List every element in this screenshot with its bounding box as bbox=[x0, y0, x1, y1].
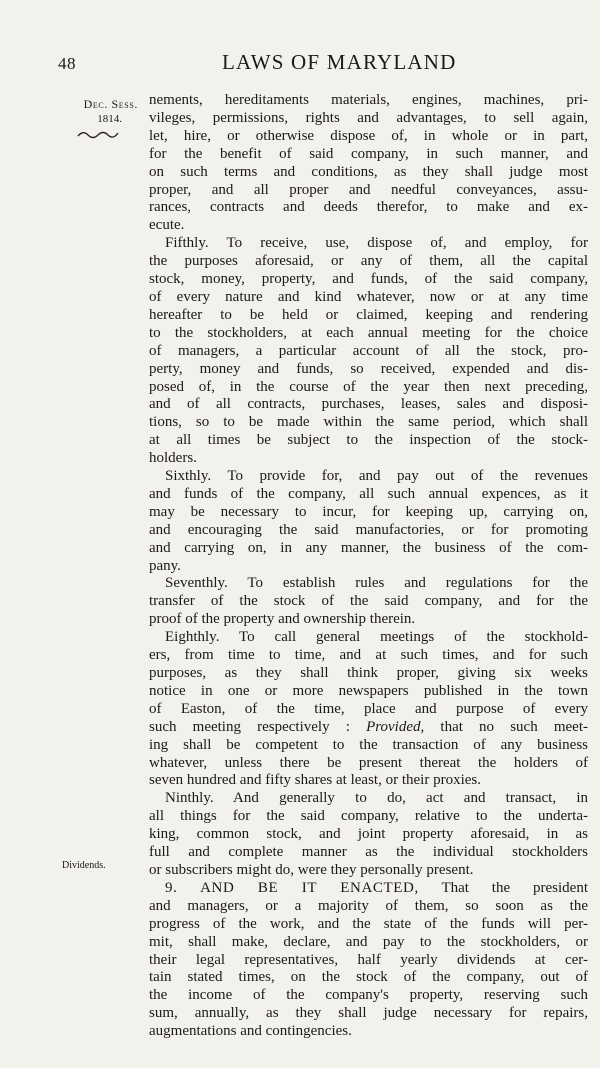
body-text bbox=[149, 92, 588, 1041]
text-line: stock, money, property, and funds, of the said company, bbox=[149, 271, 588, 288]
text-line: pany. bbox=[149, 557, 181, 574]
text-line: all things for the said company, relative to the underta- bbox=[149, 808, 588, 825]
text-line: and funds of the company, all such annual expences, as it bbox=[149, 485, 588, 502]
text-line: ing shall be competent to the transaction of any business bbox=[149, 736, 588, 753]
text-line: let, hire, or otherwise dispose of, in whole or in part, bbox=[149, 127, 588, 144]
text-line: perty, money and funds, so received, expended and dis- bbox=[149, 360, 588, 377]
text-line: tain stated times, on the stock of the company, out of bbox=[149, 969, 588, 986]
text-line: of every nature and kind whatever, now or at any time bbox=[149, 288, 588, 305]
text-line: purposes, as they shall think proper, giving six weeks bbox=[149, 665, 588, 681]
text-line: or subscribers might do, were they personally present. bbox=[149, 861, 474, 878]
text-line-provided bbox=[149, 719, 588, 737]
margin-note-session: Dec. Sess. bbox=[83, 97, 138, 111]
text-line: notice in one or more newspapers published in the town bbox=[149, 682, 588, 699]
text-line: proper, and all proper and needful conveyances, assu- bbox=[149, 181, 588, 198]
text-line: their legal representatives, half yearly dividends at cer- bbox=[149, 951, 588, 968]
text-line: Fifthly. To receive, use, dispose of, and employ, for bbox=[165, 235, 588, 252]
margin-note-dividends: Dividends. bbox=[62, 860, 106, 871]
text-line: full and complete manner as the individual stockholders bbox=[149, 844, 588, 861]
section-9-heading-line bbox=[149, 880, 588, 898]
text-run: That the president bbox=[441, 879, 588, 896]
text-line: holders. bbox=[149, 450, 197, 467]
text-line: Eighthly. To call general meetings of the stockhold- bbox=[165, 629, 588, 646]
text-line: augmentations and contingencies. bbox=[149, 1023, 352, 1040]
text-line: tions, so to be made within the same period, which shall bbox=[149, 414, 588, 431]
running-head: LAWS OF MARYLAND bbox=[222, 50, 457, 74]
text-line: king, common stock, and joint property aforesaid, in as bbox=[149, 826, 588, 843]
text-line: nements, hereditaments materials, engines, machines, pri- bbox=[149, 92, 588, 108]
text-line: the income of the company's property, reserving such bbox=[149, 987, 588, 1004]
text-line: and carrying on, in any manner, the business of the com- bbox=[149, 539, 588, 556]
text-line: hereafter to be held or claimed, keeping and rendering bbox=[149, 306, 588, 323]
text-line: proof of the property and ownership therein. bbox=[149, 611, 416, 628]
text-line: for the benefit of said company, in such manner, and bbox=[149, 145, 588, 162]
text-line: whatever, unless there be present thereat the holders of bbox=[149, 754, 588, 771]
text-line: Sixthly. To provide for, and pay out of the revenues bbox=[165, 468, 588, 485]
text-line: and encouraging the said manufactories, or for promoting bbox=[149, 521, 588, 538]
text-run: such meeting respectively : bbox=[149, 718, 350, 735]
ornament-squiggle bbox=[76, 128, 120, 140]
text-line: Seventhly. To establish rules and regulations for the bbox=[165, 575, 588, 592]
text-line: mit, shall make, declare, and pay to the stockholders, or bbox=[149, 933, 588, 950]
text-line: vileges, permissions, rights and advantages, to sell again, bbox=[149, 109, 588, 126]
text-line: to the stockholders, at each annual meeting for the choice bbox=[149, 324, 588, 341]
text-line: on such terms and conditions, as they shall judge most bbox=[149, 163, 588, 180]
text-line: ecute. bbox=[149, 217, 185, 234]
text-line: may be necessary to incur, for keeping up, carrying on, bbox=[149, 503, 588, 520]
text-line: ers, from time to time, and at such times, and for such bbox=[149, 647, 588, 664]
margin-note-year: 1814. bbox=[97, 113, 122, 125]
text-line: rances, contracts and deeds therefor, to make and ex- bbox=[149, 199, 588, 216]
text-line: and managers, or a majority of them, so soon as the bbox=[149, 897, 588, 914]
text-line: posed of, in the course of the year then next preceding, bbox=[149, 378, 588, 395]
text-run: that no such meet- bbox=[440, 718, 588, 735]
text-line: and of all contracts, purchases, leases, sales and disposi- bbox=[149, 396, 588, 413]
text-line: seven hundred and fifty shares at least, or their proxies. bbox=[149, 772, 481, 789]
text-line: sum, annually, as they shall judge necessary for repairs, bbox=[149, 1005, 588, 1022]
text-line: at all times be subject to the inspection of the stock- bbox=[149, 432, 588, 449]
text-line: the purposes aforesaid, or any of them, all the capital bbox=[149, 253, 588, 270]
text-line: transfer of the stock of the said company, and for the bbox=[149, 593, 588, 610]
provided-italic: Provided, bbox=[366, 718, 425, 735]
text-line: Ninthly. And generally to do, act and transact, in bbox=[165, 790, 588, 807]
text-line: of managers, a particular account of all the stock, pro- bbox=[149, 342, 588, 359]
text-line: progress of the work, and the state of the funds will per- bbox=[149, 915, 588, 932]
text-line: of Easton, of the time, place and purpose of every bbox=[149, 700, 588, 717]
page-number: 48 bbox=[58, 54, 76, 73]
section-9-enacted: 9. AND BE IT ENACTED, bbox=[165, 879, 419, 896]
